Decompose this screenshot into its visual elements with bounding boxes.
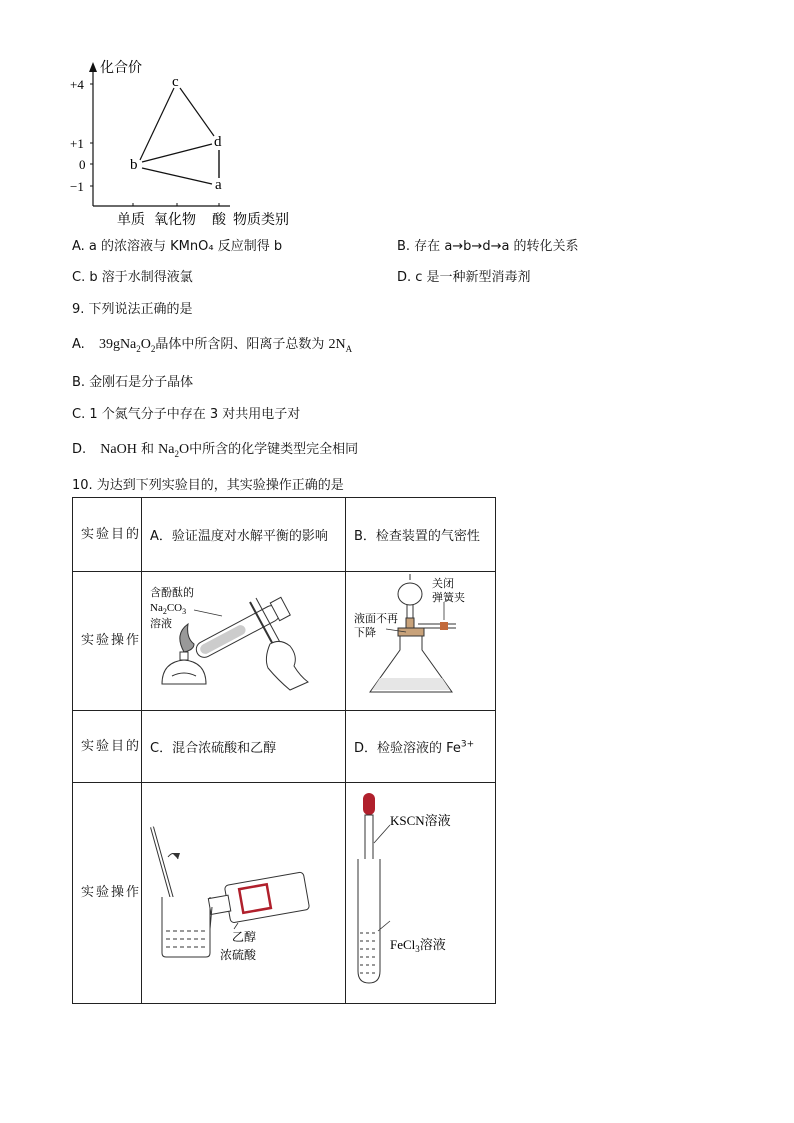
cell-b-label: B．检查装置的气密性: [346, 498, 496, 572]
q8-option-b: B. 存在 a→b→d→a 的转化关系: [397, 239, 579, 254]
svg-text:含酚酞的: 含酚酞的: [150, 587, 194, 599]
option-letter: A.: [72, 337, 85, 352]
experiment-table: [72, 497, 496, 1004]
heating-test-tube-illustration: [142, 572, 345, 706]
point-d: d: [214, 134, 222, 150]
q8-option-d: D. c 是一种新型消毒剂: [397, 270, 531, 285]
option-d-text: 中所含的化学键类型完全相同: [189, 442, 359, 457]
cell-c-image: [142, 783, 346, 1004]
formula-na2o2: $39gNa_2O_2$: [98, 337, 156, 354]
mixing-acid-illustration: [142, 783, 345, 999]
row-header-operation: 实验操作: [73, 572, 142, 711]
formula-2na: $2N_A$: [328, 337, 353, 354]
q9-option-a: [72, 333, 352, 354]
cell-d-label: D．检验溶液的 $Fe^{3+}$: [346, 711, 496, 783]
y-tick-plus1: +1: [70, 136, 84, 151]
svg-text:浓硫酸: 浓硫酸: [220, 948, 257, 962]
row-header-operation-2: 实验操作: [73, 783, 142, 1004]
svg-text:液面不再: 液面不再: [354, 613, 398, 625]
svg-text:弹簧夹: 弹簧夹: [432, 592, 465, 604]
q9-option-d: [72, 438, 358, 459]
q8-option-a: A. a 的浓溶液与 KMnO₄ 反应制得 b: [72, 239, 283, 254]
cell-b-image: [346, 572, 496, 711]
point-a: a: [215, 177, 222, 193]
y-tick-minus1: −1: [70, 179, 84, 194]
row-header-purpose: 实验目的: [73, 498, 142, 572]
x-tick-acid: 酸: [212, 213, 226, 228]
formula-naoh: NaOH: [100, 442, 137, 457]
y-axis-arrow: [89, 62, 97, 72]
q10-stem: 10. 为达到下列实验目的，其实验操作正确的是: [72, 478, 344, 493]
svg-text:溶液: 溶液: [150, 618, 172, 630]
point-b: b: [130, 157, 138, 173]
svg-text:KSCN溶液: KSCN溶液: [390, 813, 451, 828]
cell-a-image: [142, 572, 346, 711]
line-b-d: [142, 144, 212, 162]
valence-diagram: [60, 56, 320, 232]
x-tick-element: 单质: [117, 213, 145, 228]
q8-option-c: C. b 溶于水制得液氯: [72, 270, 193, 285]
point-c: c: [172, 74, 179, 90]
x-axis-title: 物质类别: [233, 213, 289, 228]
and-text: 和: [140, 442, 154, 457]
x-tick-oxide: 氧化物: [154, 213, 196, 228]
cell-c-label: C．混合浓硫酸和乙醇: [142, 711, 346, 783]
line-c-d: [180, 88, 214, 136]
formula-na2o: $Na_2O$: [158, 442, 190, 459]
svg-text:FeCl3溶液: FeCl$_3$溶液: [390, 937, 446, 954]
svg-text:下降: 下降: [354, 627, 376, 639]
y-axis-title: 化合价: [100, 61, 142, 76]
svg-text:乙醇: 乙醇: [232, 930, 257, 944]
cell-d-image: [346, 783, 496, 1004]
option-a-text: 晶体中所含阴、阳离子总数为: [155, 337, 325, 352]
svg-text:关闭: 关闭: [432, 578, 454, 590]
airtightness-check-illustration: [346, 572, 495, 706]
row-header-purpose-2: 实验目的: [73, 711, 142, 783]
option-letter: D.: [72, 442, 87, 457]
cell-a-label: A．验证温度对水解平衡的影响: [142, 498, 346, 572]
y-tick-plus4: +4: [70, 77, 84, 92]
q9-option-b: B. 金刚石是分子晶体: [72, 375, 194, 390]
fe3-test-illustration: [346, 783, 495, 999]
y-tick-zero: 0: [79, 157, 86, 172]
q9-stem: 9. 下列说法正确的是: [72, 302, 193, 317]
line-b-a: [142, 168, 212, 184]
line-b-c: [140, 88, 174, 160]
q9-option-c: C. 1 个氮气分子中存在 3 对共用电子对: [72, 407, 301, 422]
svg-text:Na2CO3: $Na_2CO_3$: [150, 602, 187, 616]
